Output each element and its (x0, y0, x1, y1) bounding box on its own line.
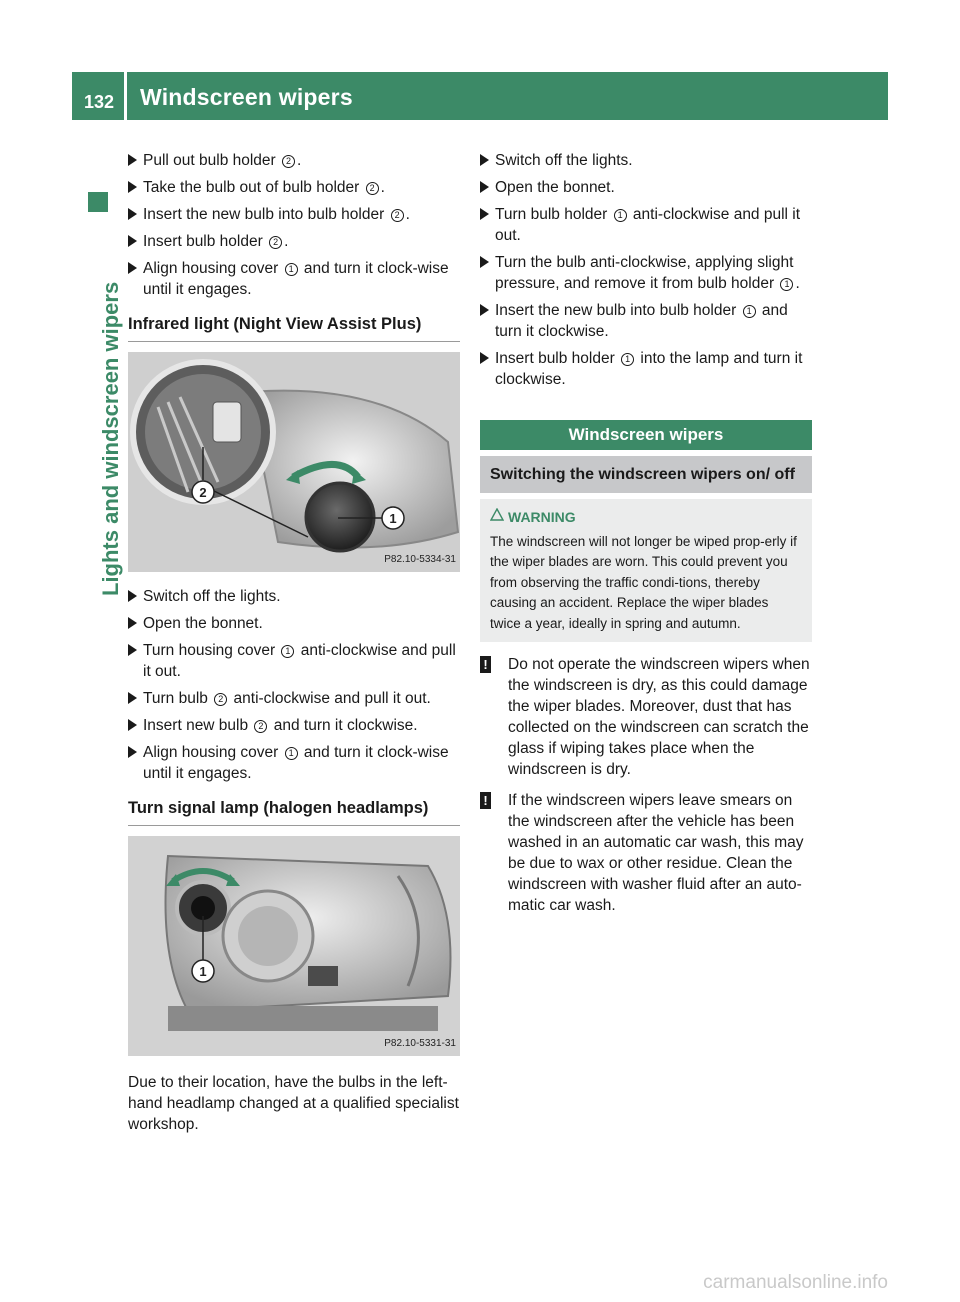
watermark: carmanualsonline.info (703, 1272, 888, 1293)
step-item (128, 715, 460, 736)
step-text: and turn it clockwise. (269, 717, 418, 734)
step-item (128, 640, 460, 682)
svg-text:2: 2 (199, 485, 207, 500)
step-text: Open the bonnet. (143, 615, 263, 632)
callout-number: 1 (743, 305, 756, 318)
step-text: into the lamp and turn it clockwise. (495, 350, 803, 388)
step-item (480, 204, 812, 246)
heading-infrared-light: Infrared light (Night View Assist Plus) (128, 314, 460, 342)
warning-title (490, 507, 802, 528)
step-text: Pull out bulb holder (143, 152, 281, 169)
callout-number: 1 (780, 278, 793, 291)
headlamp-photo-1 (128, 352, 460, 572)
step-text: . (405, 206, 410, 223)
turn-signal-photo (128, 836, 460, 1056)
callout-number: 1 (281, 645, 294, 658)
step-text: Insert the new bulb into bulb holder (143, 206, 389, 223)
heading-turn-signal-lamp: Turn signal lamp (halogen headlamps) (128, 798, 460, 826)
step-item (128, 150, 460, 171)
caution-icon: ! (480, 792, 491, 809)
warning-title-text: WARNING (508, 509, 576, 525)
callout-number: 1 (285, 747, 298, 760)
step-text: Turn bulb holder (495, 206, 612, 223)
step-text: and turn it clock-wise until it engages. (143, 260, 449, 298)
step-arrow-icon (128, 617, 137, 629)
callout-number: 2 (391, 209, 404, 222)
caution-note (480, 790, 812, 916)
callout-number: 1 (621, 353, 634, 366)
step-arrow-icon (128, 692, 137, 704)
step-text: Insert bulb holder (495, 350, 620, 367)
step-text: . (380, 179, 385, 196)
step-arrow-icon (128, 208, 137, 220)
step-item (128, 177, 460, 198)
step-text: Open the bonnet. (495, 179, 615, 196)
step-text: Insert the new bulb into bulb holder (495, 302, 741, 319)
step-item (128, 613, 460, 634)
right-column (480, 150, 812, 916)
page-title: Windscreen wipers (140, 84, 353, 110)
step-text: Take the bulb out of bulb holder (143, 179, 364, 196)
chapter-side-label: Lights and windscreen wipers (98, 281, 123, 596)
step-arrow-icon (128, 590, 137, 602)
headlamp-photo-2 (128, 836, 460, 1056)
photo-code: P82.10-5334-31 (384, 554, 456, 565)
caution-icon: ! (480, 656, 491, 673)
svg-text:1: 1 (389, 511, 397, 526)
warning-text: The windscreen will not longer be wiped prop-erly if the wiper blades are worn. This could prevent you from observing the traffic condi-tions, thereby causing an accident. Replace the wiper blades twice a year, ideally in spring and autumn. (490, 533, 797, 631)
step-text: Insert new bulb (143, 717, 253, 734)
step-arrow-icon (128, 644, 137, 656)
callout-number: 2 (269, 236, 282, 249)
callout-number: 1 (614, 209, 627, 222)
step-item (128, 258, 460, 300)
step-item (480, 150, 812, 171)
step-arrow-icon (128, 262, 137, 274)
step-item (128, 586, 460, 607)
step-text: . (284, 233, 289, 250)
step-text: Switch off the lights. (495, 152, 633, 169)
step-arrow-icon (128, 235, 137, 247)
callout-number: 2 (254, 720, 267, 733)
step-text: Turn the bulb anti-clockwise, applying slight pressure, and remove it from bulb holder (495, 254, 794, 292)
svg-text:1: 1 (199, 964, 207, 979)
step-arrow-icon (128, 181, 137, 193)
step-text: anti-clockwise and pull it out. (229, 690, 431, 707)
step-text: . (795, 275, 800, 292)
step-text: . (297, 152, 302, 169)
step-item (480, 300, 812, 342)
step-text: Turn housing cover (143, 642, 280, 659)
step-text: Switch off the lights. (143, 588, 281, 605)
step-item (128, 231, 460, 252)
step-list (480, 150, 812, 390)
step-arrow-icon (480, 208, 489, 220)
callout-number: 1 (285, 263, 298, 276)
warning-triangle-icon (490, 508, 504, 521)
step-list (128, 150, 460, 300)
step-text: Turn bulb (143, 690, 213, 707)
step-arrow-icon (480, 304, 489, 316)
subsection-title-bar: Switching the windscreen wipers on/ off (480, 456, 812, 493)
section-title-bar: Windscreen wipers (480, 420, 812, 450)
step-text: anti-clockwise and pull it out. (495, 206, 801, 244)
step-item (480, 177, 812, 198)
step-text: and turn it clock-wise until it engages. (143, 744, 449, 782)
step-arrow-icon (480, 154, 489, 166)
step-text: Insert bulb holder (143, 233, 268, 250)
workshop-note: Due to their location, have the bulbs in the left-hand headlamp changed at a qualified specialist workshop. (128, 1074, 459, 1133)
callout-number: 2 (214, 693, 227, 706)
step-arrow-icon (480, 352, 489, 364)
left-column (128, 150, 460, 1135)
step-list (128, 586, 460, 784)
photo-code: P82.10-5331-31 (384, 1038, 456, 1049)
step-arrow-icon (480, 181, 489, 193)
warning-box (480, 499, 812, 642)
step-text: and turn it clockwise. (495, 302, 788, 340)
caution-note (480, 654, 812, 780)
note-text: Do not operate the windscreen wipers when the windscreen is dry, as this could damage the wiper blades. Moreover, dust that has collected on the windscreen can scratch the glass if wiping takes place when the windscreen is dry. (508, 656, 810, 778)
note-text: If the windscreen wipers leave smears on the windscreen after the vehicle has been washed in an automatic car wash, this may be due to wax or other residue. Clean the windscreen with washer fluid after an auto-matic car wash. (508, 792, 804, 914)
step-arrow-icon (128, 719, 137, 731)
step-item (480, 348, 812, 390)
step-arrow-icon (128, 154, 137, 166)
step-item (128, 742, 460, 784)
header-separator (124, 72, 127, 120)
callout-number: 2 (366, 182, 379, 195)
page-number: 132 (84, 92, 115, 112)
step-text: Align housing cover (143, 744, 283, 761)
step-text: Align housing cover (143, 260, 283, 277)
callout-number: 2 (282, 155, 295, 168)
step-arrow-icon (480, 256, 489, 268)
step-item (128, 204, 460, 225)
step-item (480, 252, 812, 294)
step-item (128, 688, 460, 709)
infrared-light-photo (128, 352, 460, 572)
step-arrow-icon (128, 746, 137, 758)
step-text: anti-clockwise and pull it out. (143, 642, 456, 680)
